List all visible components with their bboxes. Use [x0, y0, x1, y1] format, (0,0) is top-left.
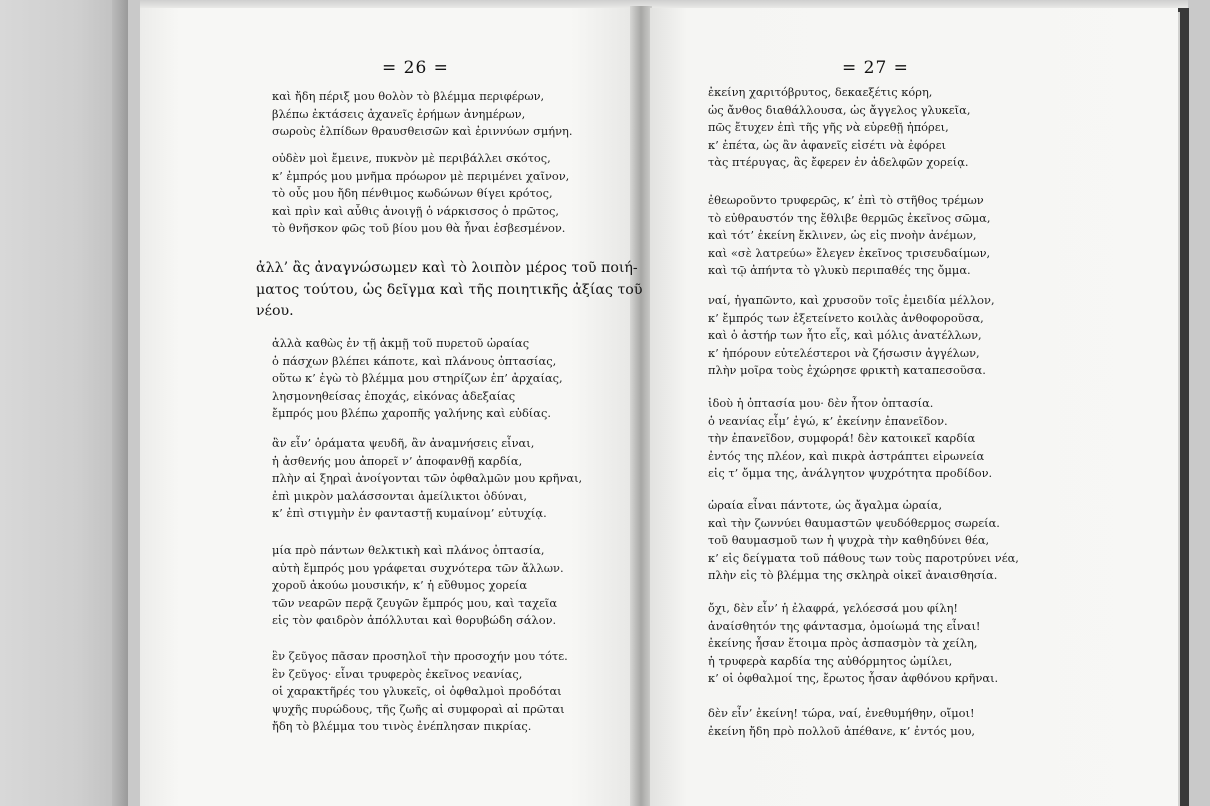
verse-line: μία πρὸ πάντων θελκτικὴ καὶ πλάνος ὀπτασία, [272, 543, 545, 557]
verse-line: οἱ χαρακτῆρές του γλυκεῖς, οἱ ὀφθαλμοὶ προδόται [272, 684, 562, 699]
verse-line: ἓν ζεῦγος πᾶσαν προσηλοῖ τὴν προσοχήν μου τότε. [272, 649, 568, 663]
verse-line: ὁ νεανίας εἶμ’ ἐγώ, κ’ ἐκείνην ἐπανεῖδον. [708, 413, 948, 428]
verse-line: καὶ ὁ ἀστήρ των ἦτο εἷς, καὶ μόλις ἀνατέλλων, [708, 328, 982, 343]
right-stanza-3 [708, 292, 995, 380]
verse-line: τῶν νεαρῶν περᾷ ζευγῶν ἔμπρός μου, καὶ ταχεῖα [272, 595, 558, 610]
verse-line: ψυχῆς πυρώδους, τῆς ζωῆς αἱ συμφοραὶ αἱ πρῶται [272, 701, 565, 716]
verse-line: πλὴν μοῖρα τοὺς ἐχώρησε φρικτὴ καταπεσοῦσα. [708, 363, 986, 378]
verse-line: ἡ ἀσθενής μου ἀπορεῖ ν’ ἀποφανθῇ καρδία, [272, 453, 523, 468]
verse-line: ὄχι, δὲν εἶν’ ἡ ἐλαφρά, γελόεσσά μου φίλη! [708, 601, 959, 615]
verse-line: καὶ ἤδη πέριξ μου θολὸν τὸ βλέμμα περιφέρων, [272, 89, 545, 103]
left-page-number: = 26 = [382, 58, 449, 78]
prose-line: νέου. [256, 303, 294, 319]
verse-line: ἀλλὰ καθὼς ἐν τῇ ἀκμῇ τοῦ πυρετοῦ ὡραίας [272, 336, 530, 350]
verse-line: βλέπω ἐκτάσεις ἀχανεῖς ἐρήμων ἀνημέρων, [272, 106, 526, 121]
verse-line: ἐθεωροῦντο τρυφερῶς, κ’ ἐπὶ τὸ στῆθος τρέμων [708, 193, 984, 207]
left-stanza-1 [272, 88, 572, 141]
verse-line: ἐκείνης ἦσαν ἕτοιμα πρὸς ἀσπασμὸν τὰ χείλη, [708, 636, 978, 651]
verse-line: εἰς τ’ ὄμμα της, ἀνάλγητον ψυχρότητα προδίδον. [708, 466, 993, 481]
verse-line: λησμονηθείσας ἐποχάς, εἰκόνας ἀδεξαίας [272, 388, 516, 403]
verse-line: ἤδη τὸ βλέμμα του τινὸς ἐνέπλησαν πικρίας. [272, 719, 532, 734]
verse-line: ἐκείνη χαριτόβρυτος, δεκαεξέτις κόρη, [708, 85, 933, 99]
verse-line: ὁ πάσχων βλέπει κάποτε, καὶ πλάνους ὀπτασίας, [272, 353, 557, 368]
verse-line: οὕτω κ’ ἐγὼ τὸ βλέμμα μου στηρίζων ἐπ’ ἀρχαίας, [272, 371, 563, 386]
verse-line: ὡς ἄνθος διαθάλλουσα, ὡς ἄγγελος γλυκεῖα, [708, 102, 971, 117]
verse-line: κ’ ἐμπρός μου μνῆμα πρόωρον μὲ περιμένει χαῖνον, [272, 168, 570, 183]
right-stanza-7 [708, 705, 975, 740]
left-stanza-5 [272, 542, 564, 630]
left-stanza-6 [272, 648, 568, 736]
left-stanza-2 [272, 150, 569, 238]
verse-line: ἓν ζεῦγος· εἶναι τρυφερὸς ἐκεῖνος νεανίας, [272, 666, 523, 681]
verse-line: δὲν εἶν’ ἐκείνη! τώρα, ναί, ἐνεθυμήθην, οἴμοι! [708, 706, 975, 720]
verse-line: τοῦ θαυμασμοῦ των ἡ ψυχρὰ τὴν καθηδύνει θέα, [708, 533, 990, 548]
verse-line: πῶς ἔτυχεν ἐπὶ τῆς γῆς νὰ εὑρεθῇ ἠπόρει, [708, 120, 949, 135]
verse-line: τὸ θνῆσκον φῶς τοῦ βίου μου θὰ ἦναι ἐσβεσμένον. [272, 221, 566, 236]
left-prose-paragraph [256, 258, 642, 323]
verse-line: καὶ τὴν ζωννύει θαυμαστῶν ψευδόθερμος σωρεία. [708, 515, 1000, 530]
verse-line: ἐκείνη ἤδη πρὸ πολλοῦ ἀπέθανε, κ’ ἐντός μου, [708, 723, 976, 738]
verse-line: καὶ πρὶν καὶ αὖθις ἀνοιγῇ ὁ νάρκισσος ὁ πρῶτος, [272, 203, 560, 218]
verse-line: κ’ ἔμπρός των ἐξετείνετο κοιλὰς ἀνθοφοροῦσα, [708, 310, 984, 325]
verse-line: ναί, ἠγαπῶντο, καὶ χρυσοῦν τοῖς ἐμειδία μέλλον, [708, 293, 995, 307]
verse-line: χοροῦ ἀκούω μουσικήν, κ’ ἡ εὔθυμος χορεία [272, 578, 528, 593]
right-stanza-4 [708, 395, 992, 483]
verse-line: ἰδοὺ ἡ ὀπτασία μου· δὲν ἦτον ὀπτασία. [708, 396, 934, 410]
book-gutter [630, 6, 652, 806]
verse-line: τὴν ἐπανεῖδον, συμφορά! δὲν κατοικεῖ καρδία [708, 431, 976, 446]
verse-line: καὶ «σὲ λατρεύω» ἔλεγεν ἐκεῖνος τρισευδαίμων, [708, 245, 991, 260]
verse-line: ἂν εἶν’ ὁράματα ψευδῆ, ἂν ἀναμνήσεις εἶναι, [272, 436, 535, 450]
verse-line: κ’ ἠπόρουν εὐτελέστεροι νὰ ζήσωσιν ἀγγέλων, [708, 345, 980, 360]
left-stanza-4 [272, 435, 582, 523]
verse-line: τὰς πτέρυγας, ἃς ἔφερεν ἐν ἀδελφῶν χορείᾳ. [708, 155, 969, 170]
right-stanza-5 [708, 497, 1019, 585]
verse-line: σωροὺς ἐλπίδων θραυσθεισῶν καὶ ἐριννύων σμήνη. [272, 124, 573, 139]
verse-line: ἐπὶ μικρὸν μαλάσσονται ἀμείλικτοι ὀδύναι, [272, 488, 528, 503]
verse-line: ὡραία εἶναι πάντοτε, ὡς ἄγαλμα ὡραία, [708, 498, 943, 512]
scanner-bed-left [0, 0, 128, 806]
verse-line: κ’ ἐπὶ στιγμὴν ἐν φανταστῇ κυμαίνομ’ εὐτυχίᾳ. [272, 506, 547, 521]
verse-line: κ’ οἱ ὀφθαλμοί της, ἔρωτος ἦσαν ἀφθόνου κρῆναι. [708, 671, 999, 686]
verse-line: καὶ τότ’ ἐκείνη ἔκλινεν, ὡς εἰς πνοὴν ἀνέμων, [708, 228, 977, 243]
scanner-edge-shadow [112, 0, 128, 806]
verse-line: ἔμπρός μου βλέπω χαροπῆς γαλήνης καὶ εὐδίας. [272, 406, 551, 421]
prose-line: ματος τούτου, ὡς δεῖγμα καὶ τῆς ποιητικῆς ἀξίας τοῦ [256, 281, 643, 298]
verse-line: καὶ τῷ ἀπήντα τὸ γλυκὺ περιπαθές της ὄμμα. [708, 263, 971, 278]
verse-line: ἐντός της πλέον, καὶ πικρὰ ἀστράπτει εἰρωνεία [708, 448, 985, 463]
left-stanza-3 [272, 335, 563, 423]
verse-line: εἰς τὸν φαιδρὸν ἀπόλλυται καὶ θορυβώδη σάλον. [272, 613, 557, 628]
verse-line: κ’ εἰς δείγματα τοῦ πάθους των τοὺς παροτρύνει νέα, [708, 550, 1019, 565]
verse-line: πλὴν εἰς τὸ βλέμμα της σκληρὰ οἰκεῖ ἀναισθησία. [708, 568, 998, 583]
verse-line: κ’ ἐπέτα, ὡς ἂν ἀφανεῖς εἰσέτι νὰ ἐφόρει [708, 137, 946, 152]
verse-line: τὸ οὖς μου ἤδη πένθιμος κωδώνων θίγει κρότος, [272, 186, 553, 201]
right-stanza-1 [708, 84, 970, 172]
prose-line: ἀλλ’ ἂς ἀναγνώσωμεν καὶ τὸ λοιπὸν μέρος τοῦ ποιή- [256, 260, 638, 276]
verse-line: ἀναίσθητόν της φάντασμα, ὁμοίωμά της εἶναι! [708, 618, 981, 633]
right-page-number: = 27 = [842, 58, 909, 78]
right-stanza-2 [708, 192, 990, 280]
verse-line: πλὴν αἱ ξηραὶ ἀνοίγονται τῶν ὀφθαλμῶν μου κρῆναι, [272, 471, 583, 486]
verse-line: ἡ τρυφερὰ καρδία της αὐθόρμητος ὡμίλει, [708, 653, 953, 668]
right-stanza-6 [708, 600, 998, 688]
verse-line: οὐδὲν μοὶ ἔμεινε, πυκνὸν μὲ περιβάλλει σκότος, [272, 151, 551, 165]
verse-line: αὐτὴ ἔμπρός μου γράφεται συχνότερα τῶν ἄλλων. [272, 560, 564, 575]
verse-line: τὸ εὐθραυστόν της ἔθλιβε θερμῶς ἐκεῖνος σῶμα, [708, 210, 991, 225]
